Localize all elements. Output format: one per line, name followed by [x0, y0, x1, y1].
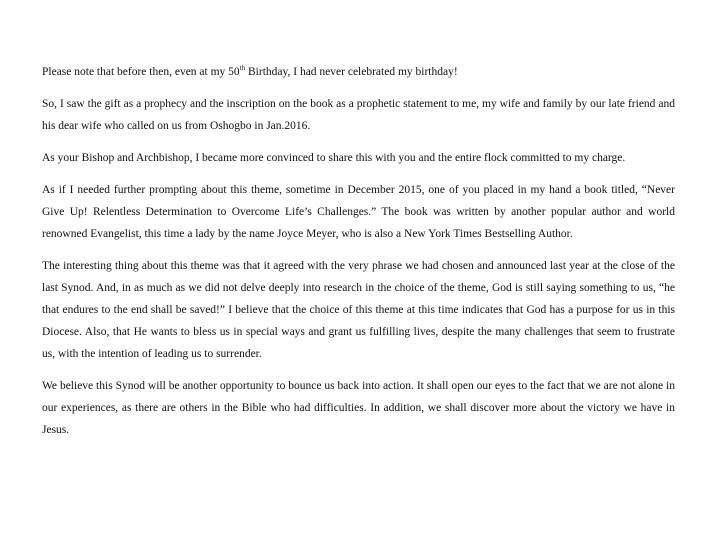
- paragraph-birthday-text-after: Birthday, I had never celebrated my birthday!: [245, 66, 458, 78]
- paragraph-theme: The interesting thing about this theme was that it agreed with the very phrase we had chosen and announced last year at the close of the last Synod. And, in as much as we did not delve deeply into research in the choice of the theme, God is still saying something to us, “he that endures to the end shall be saved!” I believe that the choice of this theme at this time indicates that God has a purpose for us in this Diocese. Also, that He wants to bless us in special ways and grant us fulfilling lives, despite the many challenges that seem to frustrate us, with the intention of leading us to surrender.: [42, 260, 675, 360]
- paragraph-birthday: [42, 61, 675, 83]
- ordinal-superscript: th: [239, 64, 246, 73]
- paragraph-synod: We believe this Synod will be another opportunity to bounce us back into action. It shall open our eyes to the fact that we are not alone in our experiences, as there are others in the Bible who had difficulties. In addition, we shall discover more about the victory we have in Jesus.: [42, 380, 675, 436]
- paragraph-prophecy: So, I saw the gift as a prophecy and the inscription on the book as a prophetic statement to me, my wife and family by our late friend and his dear wife who called on us from Oshogbo in Jan.2016.: [42, 98, 675, 132]
- paragraph-bishop: As your Bishop and Archbishop, I became more convinced to share this with you and the entire flock committed to my charge.: [42, 152, 626, 164]
- document-body: [42, 61, 675, 451]
- paragraph-book-prompting: As if I needed further prompting about this theme, sometime in December 2015, one of you placed in my hand a book titled, “Never Give Up! Relentless Determination to Overcome Life’s Challenges.” The book was written by another popular author and world renowned Evangelist, this time a lady by the name Joyce Meyer, who is also a New York Times Bestselling Author.: [42, 184, 675, 240]
- paragraph-birthday-text-before: Please note that before then, even at my 50: [42, 66, 240, 78]
